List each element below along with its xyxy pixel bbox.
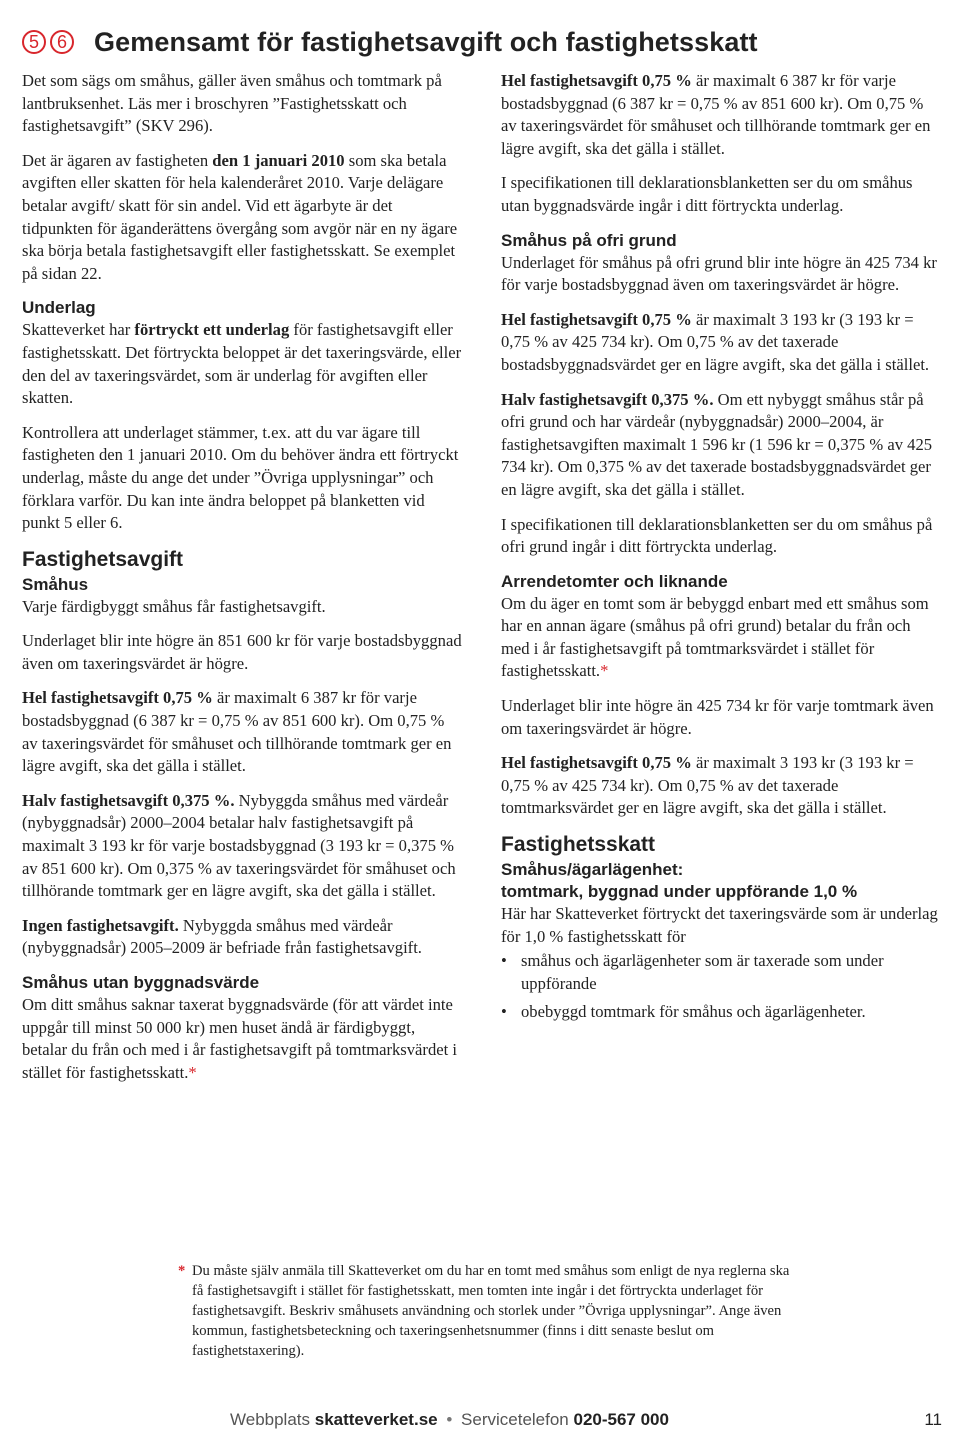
paragraph: Varje färdigbyggt småhus får fastighetsavgift. xyxy=(22,596,326,616)
footer: Webbplats skatteverket.se • Servicetelefon 020-567 000 xyxy=(230,1410,669,1429)
paragraph: Hel fastighetsavgift 0,75 % är maximalt 6 387 kr för varje bostadsbyggnad (6 387 kr = 0,75 % av 851 600 kr). Om 0,75 % av taxeringsvärdet för småhuset och tillhörande tomtmark ger en lägre avgift, ska det gälla i stället. xyxy=(501,71,931,158)
section-number-badge: 6 xyxy=(50,30,74,54)
page-number: 11 xyxy=(924,1410,942,1429)
list-item: • obebyggd tomtmark för småhus och ägarlägenheter. xyxy=(501,1001,939,1024)
check-paragraph: Kontrollera att underlaget stämmer, t.ex. att du var ägare till fastigheten den 1 januari 2010. Om du behöver ändra ett förtryckt underlag, måste du ange det under ”Övriga upplysningar” och förklara varför. Du kan inte ändra beloppet på blanketten vid punkt 5 eller 6. xyxy=(22,422,459,533)
subheading: Småhus/ägarlägenhet: xyxy=(501,860,684,880)
paragraph: Här har Skatteverket förtryckt det taxeringsvärde som är underlag för 1,0 % fastighetsskatt för xyxy=(501,904,938,946)
footnote-marker: * xyxy=(600,661,609,681)
website-link[interactable]: skatteverket.se xyxy=(314,1410,438,1429)
footnote-marker: * xyxy=(178,1263,186,1279)
bullet-icon: • xyxy=(501,951,507,971)
bullet-separator: • xyxy=(446,1410,453,1429)
phone-number: 020-567 000 xyxy=(573,1410,669,1429)
page-header xyxy=(22,22,942,62)
section-number-badge: 5 xyxy=(22,30,46,54)
underlag-paragraph: Skatteverket har förtryckt ett underlag för fastighetsavgift eller fastighetsskatt. Det förtryckta beloppet är det taxeringsvärde, eller den del av taxeringsvärdet, som är underlag för avgiften eller skatten. xyxy=(22,320,462,408)
paragraph: Hel fastighetsavgift 0,75 % är maximalt 6 387 kr för varje bostadsbyggnad (6 387 kr = 0,75 % av 851 600 kr). Om 0,75 % av taxeringsvärdet för småhuset och tillhörande tomtmark ger en lägre avgift, ska det gälla i stället. xyxy=(22,688,452,776)
bullet-list xyxy=(501,950,939,1024)
heading-fastighetsskatt: Fastighetsskatt xyxy=(501,833,656,857)
paragraph: Ingen fastighetsavgift. Nybyggda småhus med värdeår (nybyggnadsår) 2005–2009 är befriade från fastighetsavgift. xyxy=(22,915,422,958)
footnote xyxy=(178,1261,798,1361)
paragraph: Underlaget blir inte högre än 851 600 kr för varje bostadsbyggnad även om taxeringsvärdet är högre. xyxy=(22,631,462,673)
heading-smahus-utan-byggnadsvarde: Småhus utan byggnadsvärde xyxy=(22,973,260,992)
heading-arrendetomter: Arrendetomter och liknande xyxy=(501,571,728,591)
heading-underlag: Underlag xyxy=(22,298,96,318)
paragraph: Underlaget blir inte högre än 425 734 kr för varje tomtmark även om taxeringsvärdet är högre. xyxy=(501,696,934,738)
paragraph: Halv fastighetsavgift 0,375 %. Nybyggda småhus med värdeår (nybyggnadsår) 2000–2004 betalar halv fastighetsavgift på maximalt 3 193 kr för varje bostadsbyggnad (3 193 kr = 0,375 % av 851 600 kr). Om 0,375 % av taxeringsvärdet för småhuset och tillhörande tomtmark ger en lägre avgift, ska det gälla i stället. xyxy=(22,790,456,901)
paragraph: Hel fastighetsavgift 0,75 % är maximalt 3 193 kr (3 193 kr = 0,75 % av 425 734 kr). Om 0,75 % av det taxerade tomtmarksvärdet ger en lägre avgift, ska det gälla i stället. xyxy=(501,753,914,818)
heading-smahus: Småhus xyxy=(22,574,89,594)
subheading: tomtmark, byggnad under uppförande 1,0 % xyxy=(501,882,858,902)
paragraph: I specifikationen till deklarationsblanketten ser du om småhus på ofri grund ingår i ditt förtryckta underlag. xyxy=(501,514,933,557)
footnote-text: Du måste själv anmäla till Skatteverket om du har en tomt med småhus som enligt de nya reglerna ska få fastighetsavgift i stället för fastighetsskatt, men tomten inte ingår i det förtryckta underlaget för fastighetsavgift. Beskriv småhusets användning och storlek under ”Övriga upplysningar”. Ange även kommun, fastighetsbeteckning och taxeringsenhetsnummer (finns i ditt senaste beslut om fastighetstaxering). xyxy=(192,1263,790,1359)
owner-paragraph: Det är ägaren av fastigheten den 1 januari 2010 som ska betala avgiften eller skatten för hela kalenderåret 2010. Varje delägare betalar avgift/ skatt för sin andel. Vid ett ägarbyte är det tidpunkten för äganderättens övergång som avgör när en ny ägare ska börja betala fastighetsavgift eller fastighetsskatt. Se exemplet på sidan 22. xyxy=(22,150,458,283)
right-column xyxy=(501,70,939,1030)
paragraph: Om du äger en tomt som är bebyggd enbart med ett småhus som har en annan ägare (småhus på ofri grund) betalar du från och med i år fastighetsavgift på tomtmarksvärdet i stället för fastighetsskatt.* xyxy=(501,593,929,681)
heading-fastighetsavgift: Fastighetsavgift xyxy=(22,547,184,571)
paragraph: Hel fastighetsavgift 0,75 % är maximalt 3 193 kr (3 193 kr = 0,75 % av 425 734 kr). Om 0,75 % av det taxerade bostadsbyggnadsvärdet ger en lägre avgift, ska det gälla i stället. xyxy=(501,309,930,374)
paragraph: Halv fastighetsavgift 0,375 %. Om ett nybyggt småhus står på ofri grund och har värdeår (nybyggnadsår) 2000–2004, är fastighetsavgiften maximalt 1 596 kr (1 596 kr = 0,375 % av 425 734 kr). Om 0,375 % av det taxerade bostadsbyggnadsvärdet ger en lägre avgift, ska det gälla i stället. xyxy=(501,389,933,499)
heading-smahus-ofri-grund: Småhus på ofri grund xyxy=(501,230,677,250)
footnote-marker: * xyxy=(188,1062,197,1082)
paragraph: I specifikationen till deklarationsblanketten ser du om småhus utan byggnadsvärde ingår i ditt förtryckta underlag. xyxy=(501,173,913,215)
list-item: • småhus och ägarlägenheter som är taxerade som under uppförande xyxy=(501,951,884,993)
bullet-icon: • xyxy=(501,1002,507,1022)
paragraph: Underlaget för småhus på ofri grund blir inte högre än 425 734 kr för varje bostadsbyggnad även om taxeringsvärdet är högre. xyxy=(501,252,937,295)
intro-paragraph: Det som sägs om småhus, gäller även småhus och tomtmark på lantbruksenhet. Läs mer i broschyren ”Fastighetsskatt och fastighetsavgift” (SKV 296). xyxy=(22,71,442,136)
left-column xyxy=(22,70,462,1096)
paragraph: Om ditt småhus saknar taxerat byggnadsvärde (för att värdet inte uppgår till minst 50 000 kr) men huset ändå är färdigbyggt, betalar du från och med i år fastighetsavgift på tomtmarksvärdet i stället för fastighetsskatt.* xyxy=(22,995,457,1082)
page-title: Gemensamt för fastighetsavgift och fastighetsskatt xyxy=(94,26,758,57)
